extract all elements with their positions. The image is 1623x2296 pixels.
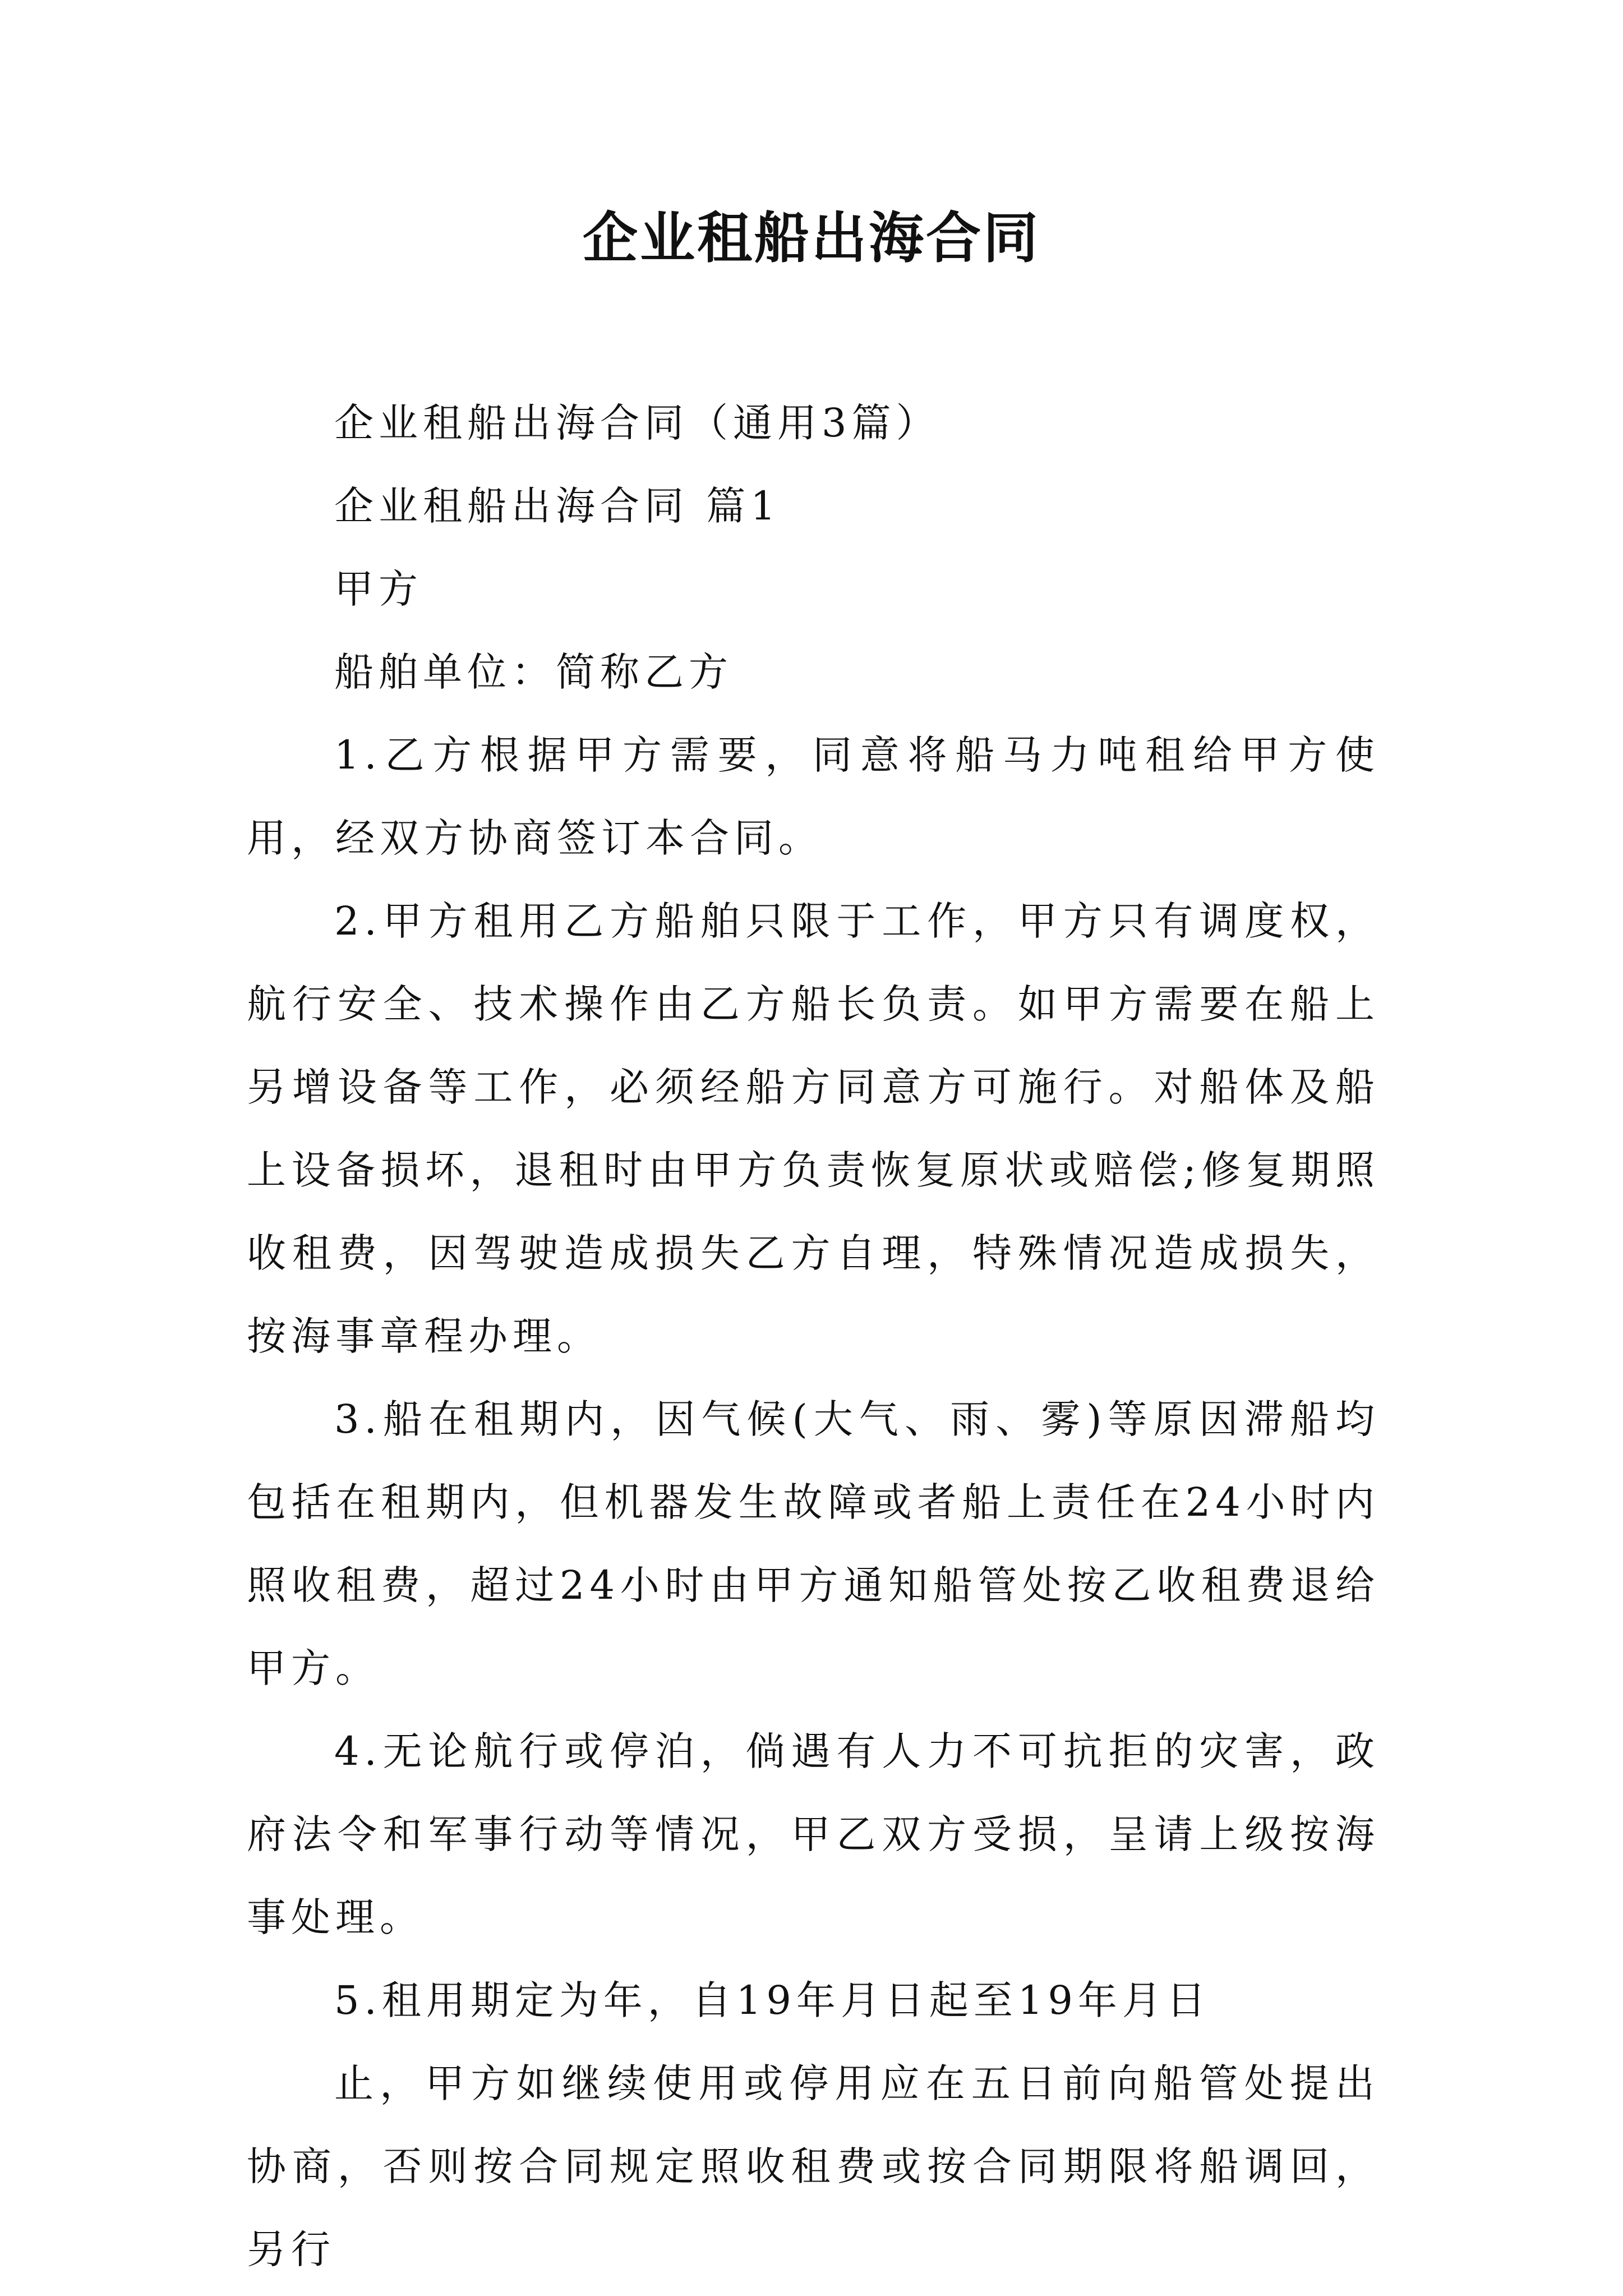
paragraph-subtitle: 企业租船出海合同（通用3篇）	[334, 400, 940, 446]
paragraph-clause-4: 4.无论航行或停泊，倘遇有人力不可抗拒的灾害，政府法令和军事行动等情况，甲乙双方受损，呈请上级按海事处理。	[247, 1728, 1380, 1940]
paragraph-clause-3: 3.船在租期内，因气候(大气、雨、雾)等原因滞船均包括在租期内，但机器发生故障或者船上责任在24小时内照收租费，超过24小时由甲方通知船管处按乙收租费退给甲方。	[247, 1396, 1380, 1691]
paragraph-clause-2: 2.甲方租用乙方船舶只限于工作，甲方只有调度权，航行安全、技术操作由乙方船长负责。如甲方需要在船上另增设备等工作，必须经船方同意方可施行。对船体及船上设备损坏，退租时由甲方负责恢复原状或赔偿;修复期照收租费，因驾驶造成损失乙方自理，特殊情况造成损失，按海事章程办理。	[247, 898, 1380, 1359]
paragraph-clause-5-continued: 止，甲方如继续使用或停用应在五日前向船管处提出协商，否则按合同规定照收租费或按合同期限将船调回，另行	[247, 2060, 1380, 2272]
paragraph-party-a: 甲方	[334, 566, 423, 612]
document-title: 企业租船出海合同	[582, 206, 1040, 270]
paragraph-party-b: 船舶单位：简称乙方	[334, 649, 733, 695]
paragraph-clause-5: 5.租用期定为年，自19年月日起至19年月日	[334, 1977, 1211, 2023]
document-body	[247, 381, 1380, 2291]
paragraph-section-heading: 企业租船出海合同 篇1	[334, 483, 781, 529]
paragraph-clause-1: 1.乙方根据甲方需要，同意将船马力吨租给甲方使用，经双方协商签订本合同。	[247, 732, 1380, 861]
